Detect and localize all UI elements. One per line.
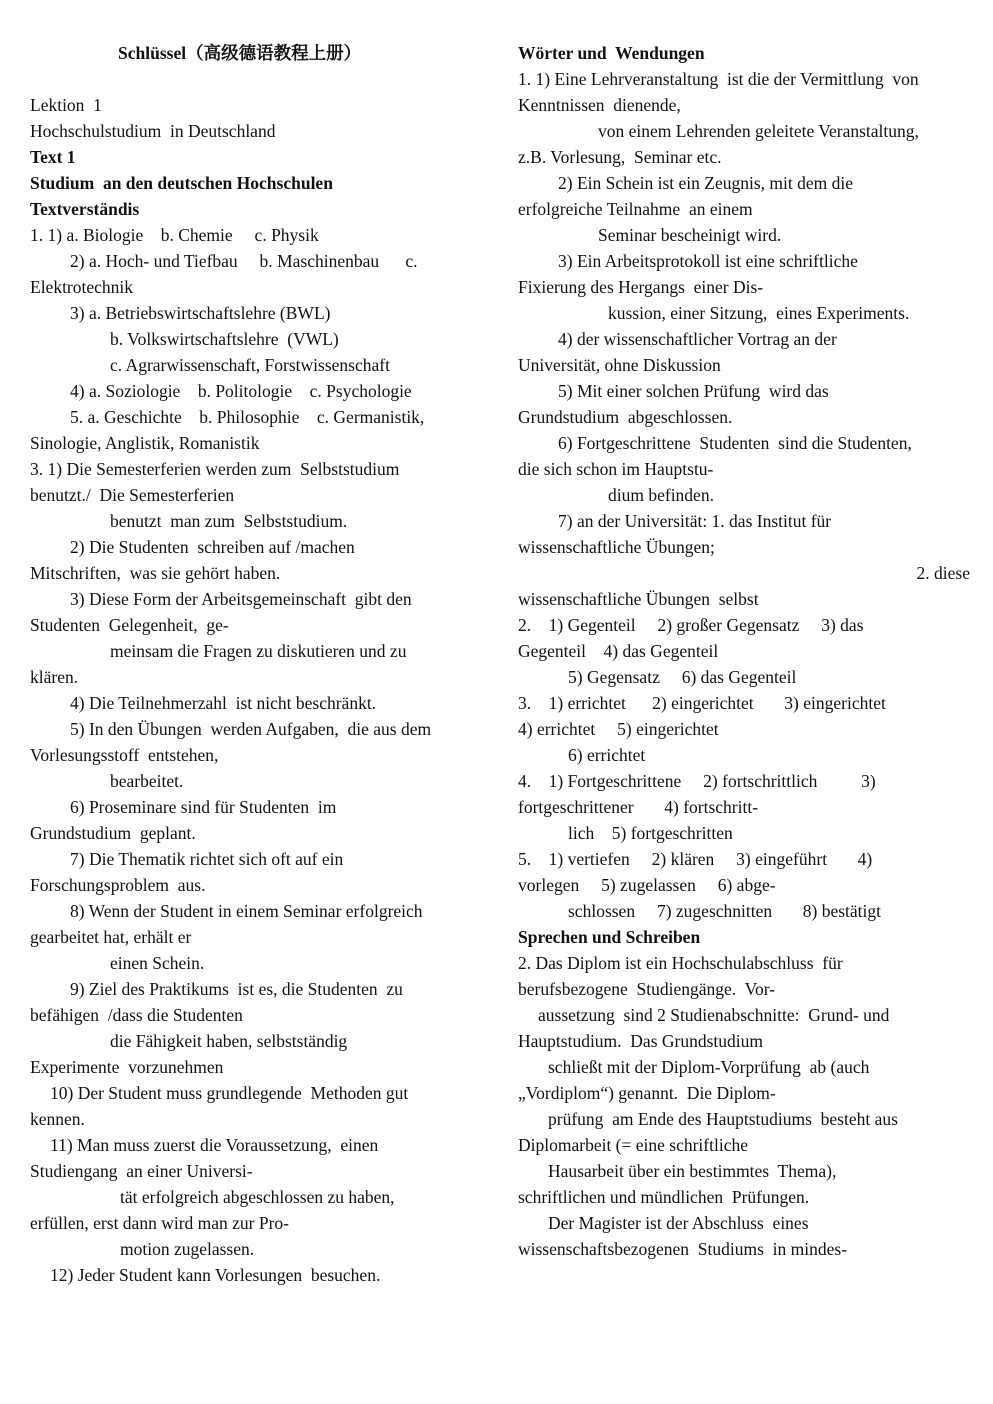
text-line: kennen. xyxy=(30,1109,85,1129)
text-line: Hauptstudium. Das Grundstudium xyxy=(518,1031,763,1051)
text-line: „Vordiplom“) genannt. Die Diplom- xyxy=(518,1083,776,1103)
text-line: b. Volkswirtschaftslehre (VWL) xyxy=(110,329,339,349)
text-line: tät erfolgreich abgeschlossen zu haben, xyxy=(120,1187,395,1207)
text-line: klären. xyxy=(30,667,79,687)
text-line: 2) Die Studenten schreiben auf /machen xyxy=(70,537,355,557)
text-line: fortgeschrittener 4) fortschritt- xyxy=(518,797,759,817)
text-line: Grundstudium geplant. xyxy=(30,823,196,843)
text-line: 4) errichtet 5) eingerichtet xyxy=(518,719,719,739)
text-line: Grundstudium abgeschlossen. xyxy=(518,407,733,427)
text-line: aussetzung sind 2 Studienabschnitte: Grund- und xyxy=(538,1005,890,1025)
lesson-topic: Hochschulstudium in Deutschland xyxy=(30,121,276,141)
text-line: 2. 1) Gegenteil 2) großer Gegensatz 3) das xyxy=(518,615,864,635)
text-line: Studiengang an einer Universi- xyxy=(30,1161,253,1181)
text-line: Hausarbeit über ein bestimmtes Thema), xyxy=(548,1161,837,1181)
text-line: 9) Ziel des Praktikums ist es, die Studenten zu xyxy=(70,979,403,999)
text-line: 5. a. Geschichte b. Philosophie c. Germanistik, xyxy=(70,407,425,427)
text-line: Forschungsproblem aus. xyxy=(30,875,206,895)
text-line: Experimente vorzunehmen xyxy=(30,1057,224,1077)
text-line: c. Agrarwissenschaft, Forstwissenschaft xyxy=(110,355,390,375)
text-line: 1. 1) Eine Lehrveranstaltung ist die der Vermittlung von xyxy=(518,69,919,89)
text-line: 8) Wenn der Student in einem Seminar erfolgreich xyxy=(70,901,423,921)
text-line: Gegenteil 4) das Gegenteil xyxy=(518,641,719,661)
text-line: 11) Man muss zuerst die Voraussetzung, einen xyxy=(50,1135,379,1155)
text-line: benutzt./ Die Semesterferien xyxy=(30,485,235,505)
text-line: 3) Diese Form der Arbeitsgemeinschaft gibt den xyxy=(70,589,412,609)
text-line: Vorlesungsstoff entstehen, xyxy=(30,745,219,765)
text-line: vorlegen 5) zugelassen 6) abge- xyxy=(518,875,776,895)
text-line: 6) Fortgeschrittene Studenten sind die Studenten, xyxy=(558,433,912,453)
text-line: 3. 1) errichtet 2) eingerichtet 3) eingerichtet xyxy=(518,693,886,713)
text-line: kussion, einer Sitzung, eines Experiments. xyxy=(608,303,910,323)
text-line: dium befinden. xyxy=(608,485,714,505)
text-line: schlossen 7) zugeschnitten 8) bestätigt xyxy=(568,901,881,921)
text-line: 5) Mit einer solchen Prüfung wird das xyxy=(558,381,829,401)
text-line: 12) Jeder Student kann Vorlesungen besuchen. xyxy=(50,1265,381,1285)
text-line: Universität, ohne Diskussion xyxy=(518,355,721,375)
text-line: 2) Ein Schein ist ein Zeugnis, mit dem die xyxy=(558,173,854,193)
text-line: 6) errichtet xyxy=(568,745,646,765)
text-line: benutzt man zum Selbststudium. xyxy=(110,511,348,531)
document-title: Schlüssel（高级德语教程上册） xyxy=(118,43,362,63)
text-line: 3) a. Betriebswirtschaftslehre (BWL) xyxy=(70,303,331,323)
text-line: 2) a. Hoch- und Tiefbau b. Maschinenbau c. xyxy=(70,251,418,271)
text-line: schriftlichen und mündlichen Prüfungen. xyxy=(518,1187,810,1207)
text-line: Der Magister ist der Abschluss eines xyxy=(548,1213,809,1233)
right-column xyxy=(518,40,970,1262)
text-line: wissenschaftliche Übungen selbst xyxy=(518,589,759,609)
text-line: die sich schon im Hauptstu- xyxy=(518,459,714,479)
text-line: 4. 1) Fortgeschrittene 2) fortschrittlich 3) xyxy=(518,771,876,791)
blank-line xyxy=(30,66,480,92)
text-line: berufsbezogene Studiengänge. Vor- xyxy=(518,979,776,999)
text-line: die Fähigkeit haben, selbstständig xyxy=(110,1031,348,1051)
text-line: 7) Die Thematik richtet sich oft auf ein xyxy=(70,849,344,869)
text-line: 4) Die Teilnehmerzahl ist nicht beschränkt. xyxy=(70,693,377,713)
text-line: 2. diese xyxy=(916,563,970,583)
lesson-number: Lektion 1 xyxy=(30,95,102,115)
text-line: Seminar bescheinigt wird. xyxy=(598,225,782,245)
text-line: 2. Das Diplom ist ein Hochschulabschluss für xyxy=(518,953,843,973)
section-heading-woerter-und-wendungen: Wörter und Wendungen xyxy=(518,43,705,63)
text-line: von einem Lehrenden geleitete Veranstaltung, xyxy=(598,121,919,141)
text-line: lich 5) fortgeschritten xyxy=(568,823,733,843)
text-line: z.B. Vorlesung, Seminar etc. xyxy=(518,147,722,167)
text-line: 5) In den Übungen werden Aufgaben, die aus dem xyxy=(70,719,432,739)
text-line: Studenten Gelegenheit, ge- xyxy=(30,615,229,635)
text-title: Studium an den deutschen Hochschulen xyxy=(30,173,333,193)
text-line: bearbeitet. xyxy=(110,771,184,791)
text-line: 10) Der Student muss grundlegende Methoden gut xyxy=(50,1083,409,1103)
text-line: schließt mit der Diplom-Vorprüfung ab (auch xyxy=(548,1057,870,1077)
text-line: 3. 1) Die Semesterferien werden zum Selbststudium xyxy=(30,459,400,479)
text-line: motion zugelassen. xyxy=(120,1239,255,1259)
text-line: meinsam die Fragen zu diskutieren und zu xyxy=(110,641,407,661)
text-line: 1. 1) a. Biologie b. Chemie c. Physik xyxy=(30,225,319,245)
text-line: Fixierung des Hergangs einer Dis- xyxy=(518,277,764,297)
text-line: erfolgreiche Teilnahme an einem xyxy=(518,199,753,219)
section-heading-sprechen-und-schreiben: Sprechen und Schreiben xyxy=(518,927,701,947)
text-line: 5) Gegensatz 6) das Gegenteil xyxy=(568,667,797,687)
text-line: erfüllen, erst dann wird man zur Pro- xyxy=(30,1213,290,1233)
text-line: Elektrotechnik xyxy=(30,277,134,297)
text-line: prüfung am Ende des Hauptstudiums besteht aus xyxy=(548,1109,898,1129)
text-line: 4) a. Soziologie b. Politologie c. Psychologie xyxy=(70,381,412,401)
text-line: wissenschaftliche Übungen; xyxy=(518,537,715,557)
text-line: 7) an der Universität: 1. das Institut für xyxy=(558,511,832,531)
text-line: einen Schein. xyxy=(110,953,205,973)
text-line: Mitschriften, was sie gehört haben. xyxy=(30,563,281,583)
text-line: befähigen /dass die Studenten xyxy=(30,1005,243,1025)
text-line: wissenschaftsbezogenen Studiums in mindes- xyxy=(518,1239,848,1259)
text-heading: Text 1 xyxy=(30,147,76,167)
left-column xyxy=(30,40,480,1288)
text-line: 6) Proseminare sind für Studenten im xyxy=(70,797,337,817)
text-line: Kenntnissen dienende, xyxy=(518,95,681,115)
text-line: 4) der wissenschaftlicher Vortrag an der xyxy=(558,329,837,349)
text-line: gearbeitet hat, erhält er xyxy=(30,927,192,947)
text-line: Diplomarbeit (= eine schriftliche xyxy=(518,1135,748,1155)
text-line: 5. 1) vertiefen 2) klären 3) eingeführt 4) xyxy=(518,849,873,869)
text-line: Sinologie, Anglistik, Romanistik xyxy=(30,433,260,453)
section-heading-textverstaendis: Textverständis xyxy=(30,199,140,219)
text-line: 3) Ein Arbeitsprotokoll ist eine schriftliche xyxy=(558,251,858,271)
